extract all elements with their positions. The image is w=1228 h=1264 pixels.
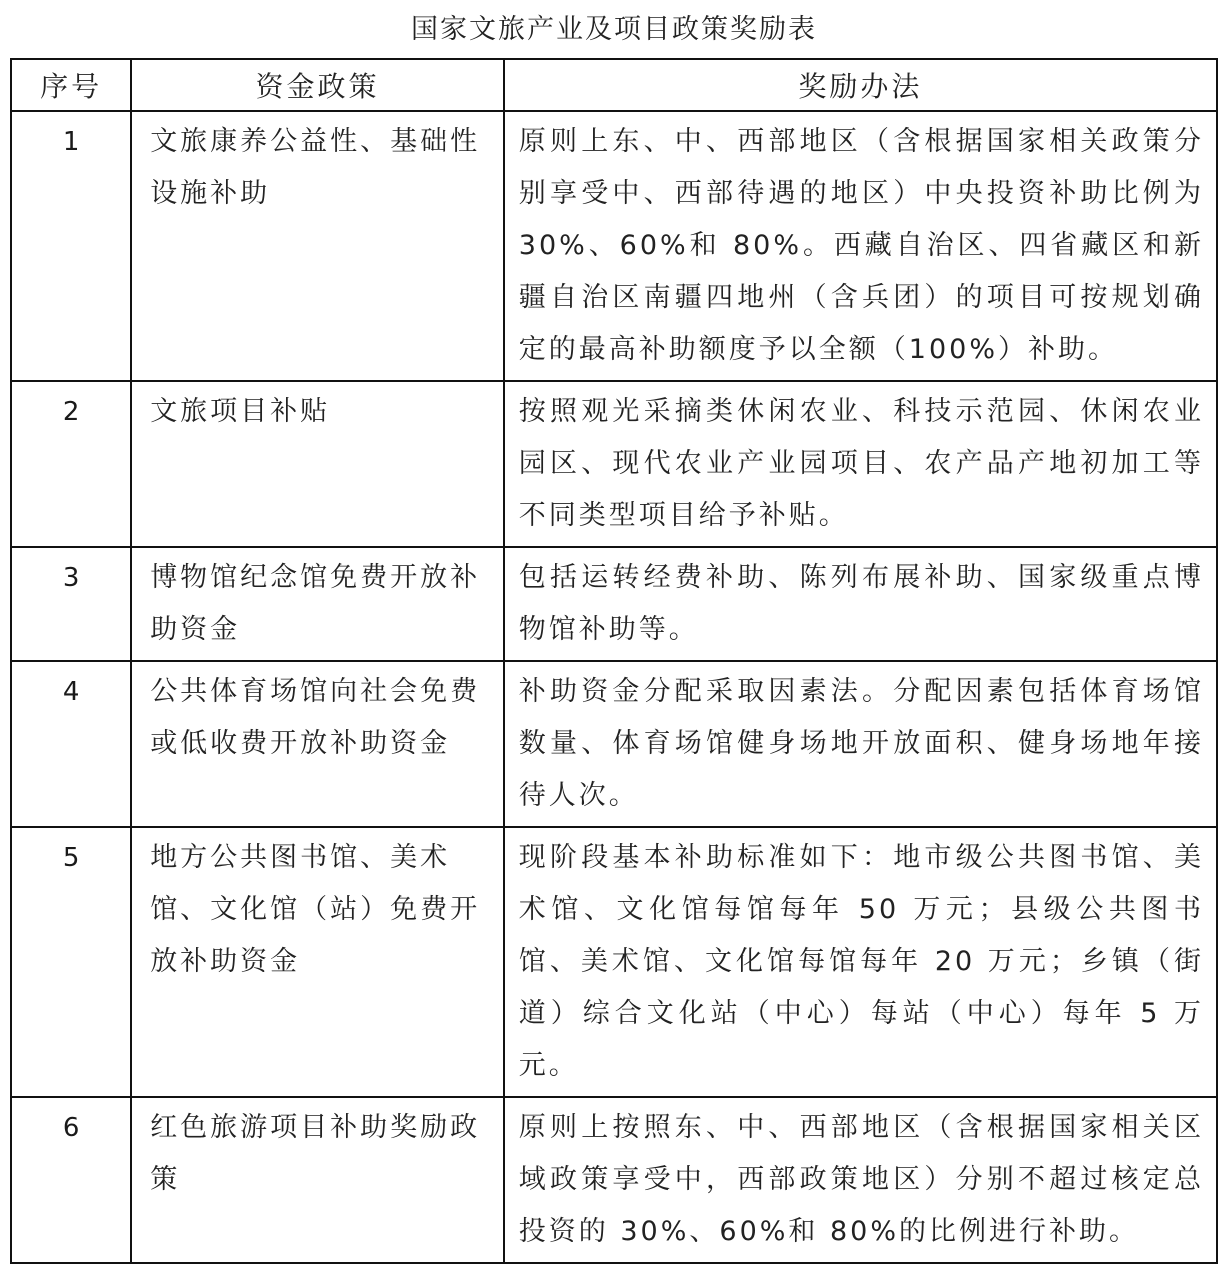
row-method: 按照观光采摘类休闲农业、科技示范园、休闲农业园区、现代农业产业园项目、农产品产地初加工等不同类型项目给予补贴。 bbox=[504, 381, 1217, 547]
table-header-row bbox=[11, 59, 1217, 111]
table-row bbox=[11, 661, 1217, 827]
row-seq: 6 bbox=[11, 1097, 131, 1263]
table-row bbox=[11, 1097, 1217, 1263]
row-method: 补助资金分配采取因素法。分配因素包括体育场馆数量、体育场馆健身场地开放面积、健身场地年接待人次。 bbox=[504, 661, 1217, 827]
table-row bbox=[11, 111, 1217, 381]
row-policy: 博物馆纪念馆免费开放补助资金 bbox=[131, 547, 504, 661]
row-seq: 2 bbox=[11, 381, 131, 547]
header-policy: 资金政策 bbox=[131, 59, 504, 111]
row-method: 原则上按照东、中、西部地区（含根据国家相关区域政策享受中，西部政策地区）分别不超过核定总投资的 30%、60%和 80%的比例进行补助。 bbox=[504, 1097, 1217, 1263]
row-method: 原则上东、中、西部地区（含根据国家相关政策分别享受中、西部待遇的地区）中央投资补助比例为30%、60%和 80%。西藏自治区、四省藏区和新疆自治区南疆四地州（含兵团）的项目可按规划确定的最高补助额度予以全额（100%）补助。 bbox=[504, 111, 1217, 381]
table-row bbox=[11, 381, 1217, 547]
page-title: 国家文旅产业及项目政策奖励表 bbox=[411, 14, 817, 45]
row-method: 包括运转经费补助、陈列布展补助、国家级重点博物馆补助等。 bbox=[504, 547, 1217, 661]
row-policy: 地方公共图书馆、美术馆、文化馆（站）免费开放补助资金 bbox=[131, 827, 504, 1097]
row-seq: 5 bbox=[11, 827, 131, 1097]
table-row bbox=[11, 827, 1217, 1097]
row-policy: 公共体育场馆向社会免费或低收费开放补助资金 bbox=[131, 661, 504, 827]
header-seq: 序号 bbox=[11, 59, 131, 111]
row-policy: 文旅康养公益性、基础性设施补助 bbox=[131, 111, 504, 381]
header-method: 奖励办法 bbox=[504, 59, 1217, 111]
row-policy: 文旅项目补贴 bbox=[131, 381, 504, 547]
policy-table bbox=[10, 58, 1218, 1264]
row-seq: 3 bbox=[11, 547, 131, 661]
row-policy: 红色旅游项目补助奖励政策 bbox=[131, 1097, 504, 1263]
table-row bbox=[11, 547, 1217, 661]
row-seq: 4 bbox=[11, 661, 131, 827]
row-seq: 1 bbox=[11, 111, 131, 381]
row-method: 现阶段基本补助标准如下：地市级公共图书馆、美术馆、文化馆每馆每年 50 万元；县级公共图书馆、美术馆、文化馆每馆每年 20 万元；乡镇（街道）综合文化站（中心）每站（中心）每年 5 万元。 bbox=[504, 827, 1217, 1097]
